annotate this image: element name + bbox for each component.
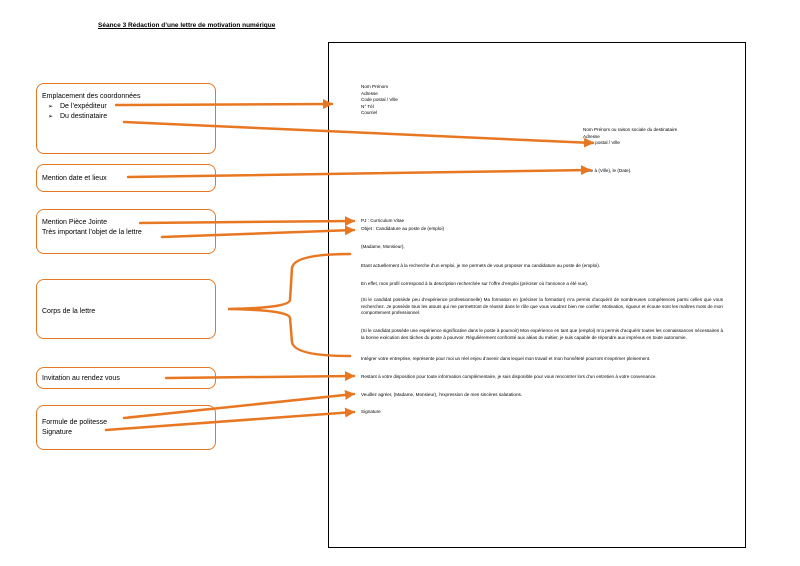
date-label: Mention date et lieux xyxy=(42,175,107,182)
objet-label: Très important l’objet de la lettre xyxy=(42,229,142,236)
letter-paragraph-4: (Si le candidat possède une expérience significative dans le poste à pourvoir) Mon expérience en tant que (emploi) m’a permis d’acquérir toutes les connaissances nécessaires à la bonne exécution des tâches du poste à pourvoir. Régulièrement confronté aux aléas du métier, je suis capable de répondre aux imprévus en toute autonomie. xyxy=(361,328,723,340)
annotation-box-corps xyxy=(36,279,216,339)
letter-pj: PJ : Curriculum Vitae xyxy=(361,218,405,223)
letter-salutation: (Madame, Monsieur), xyxy=(361,244,405,249)
sender-city: Code postal / Ville xyxy=(361,97,398,103)
annotation-box-date xyxy=(36,164,216,192)
coords-recipient-item: ➢ Du destinataire xyxy=(42,112,210,122)
letter-closing: Veuillez agréer, (Madame, Monsieur), l’expression de mes sincères salutations. xyxy=(361,392,523,397)
letter-paragraph-6: Restant à votre disposition pour toute information complémentaire, je suis disponible pour vous rencontrer lors d’un entretien à votre convenance. xyxy=(361,374,657,379)
letter-paragraph-5: Intégrer votre entreprise, représente pour moi un réel enjeu d’avenir dans lequel mon travail et mon honnêteté pourront s’exprimer pleinement. xyxy=(361,356,651,361)
annotation-box-pj xyxy=(36,209,216,254)
sender-email: Courriel xyxy=(361,110,378,116)
sender-phone: N° Tél xyxy=(361,103,374,109)
letter-paragraph-1: Etant actuellement à la recherche d’un emploi, je me permets de vous proposer ma candidature au poste de (emploi). xyxy=(361,263,601,268)
annotation-box-politesse xyxy=(36,405,216,450)
letter-signature: Signature xyxy=(361,409,381,414)
letter-paragraph-2: En effet, mon profil correspond à la description recherchée sur l’offre d’emploi (préciser où l’annonce a été vue). xyxy=(361,281,589,286)
letter-page xyxy=(328,42,746,548)
recipient-name: Nom Prénom ou raison sociale du destinataire xyxy=(583,127,678,132)
annotation-box-invitation xyxy=(36,367,216,389)
letter-sender-block xyxy=(361,84,398,117)
politesse-label: Formule de politesse xyxy=(42,419,107,426)
corps-label: Corps de la lettre xyxy=(42,308,96,315)
sender-name: Nom Prénom xyxy=(361,84,389,89)
pj-label: Mention Pièce Jointe xyxy=(42,219,107,226)
letter-date: Faite à (Ville), le (Date). xyxy=(583,168,632,173)
recipient-city: Code postal / Ville xyxy=(583,140,620,146)
document-title: Séance 3 Rédaction d’une lettre de motivation numérique xyxy=(98,22,276,29)
invitation-label: Invitation au rendez vous xyxy=(42,375,120,382)
coords-sender-item: ➢ De l’expéditeur xyxy=(42,102,210,112)
sender-address: Adresse xyxy=(361,90,378,96)
annotation-box-coordonnees xyxy=(36,83,216,154)
letter-objet: Objet : Candidature au poste de (emploi) xyxy=(361,226,444,231)
coords-heading: Emplacement des coordonnées xyxy=(42,93,141,100)
signature-label: Signature xyxy=(42,429,72,436)
letter-recipient-block xyxy=(583,127,723,147)
recipient-address: Adresse xyxy=(583,133,600,139)
letter-paragraph-3: (Si le candidat possède peu d’expérience professionnelle) Ma formation en (préciser la formation) m’a permis d’acquérir de nombreuses compétences parmi celles que vous recherchez. Je possède tous les atouts qui me permettront de réussir dans le rôle que vous voudrez bien me confier. Motivation, rigueur et écoute sont les maîtres mots de mon comportement professionnel. xyxy=(361,297,723,316)
